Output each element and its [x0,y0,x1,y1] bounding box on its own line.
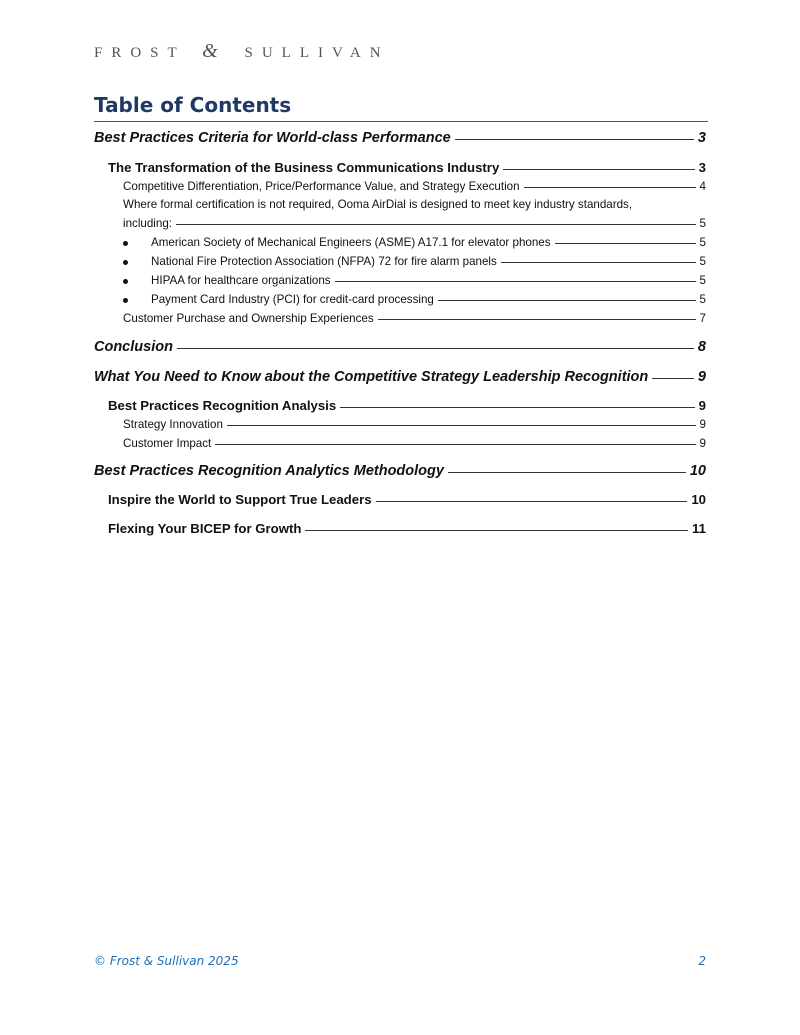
toc-leader [438,300,696,301]
logo-right-word: SULLIVAN [244,45,390,61]
bullet-icon [123,260,128,265]
toc-entry[interactable] [108,398,706,413]
frost-sullivan-logo [94,40,390,63]
toc-page-number: 5 [699,255,706,268]
toc-leader [177,348,694,349]
toc-entry-text: Strategy Innovation [123,418,223,431]
logo-ampersand: & [202,40,218,62]
toc-page-number: 8 [697,339,706,355]
toc-entry-text: Payment Card Industry (PCI) for credit-card processing [151,293,434,306]
toc-entry-text: American Society of Mechanical Engineers (ASME) A17.1 for elevator phones [151,236,551,249]
toc-entry-text-line2: including: [123,217,172,230]
toc-entry-text: Customer Purchase and Ownership Experiences [123,312,374,325]
toc-leader [376,501,688,502]
toc-entry[interactable] [123,437,706,450]
bullet-icon [123,279,128,284]
footer-copyright: © Frost & Sullivan 2025 [94,954,239,968]
toc-entry[interactable] [123,312,706,325]
toc-page-number: 9 [697,369,706,385]
toc-entry-text: What You Need to Know about the Competitive Strategy Leadership Recognition [94,369,649,385]
toc-page-number: 3 [697,130,706,146]
toc-page-number: 9 [699,437,706,450]
toc-leader [378,319,696,320]
toc-leader [448,472,686,473]
toc-entry[interactable] [151,255,706,268]
toc-page-number: 5 [699,236,706,249]
toc-leader [652,378,694,379]
toc-entry[interactable] [123,217,706,230]
toc-entry-text: Best Practices Recognition Analysis [108,398,337,413]
toc-entry[interactable] [94,463,706,479]
toc-entry-text: Best Practices Recognition Analytics Methodology [94,463,444,479]
toc-leader [176,224,696,225]
toc-page-number: 5 [699,217,706,230]
toc-entry-text: Best Practices Criteria for World-class Performance [94,130,451,146]
bullet-icon [123,241,128,246]
toc-entry[interactable] [123,180,706,193]
toc-entry-text: Conclusion [94,339,173,355]
toc-leader [215,444,695,445]
toc-leader [340,407,694,408]
toc-entry[interactable] [151,293,706,306]
toc-entry-text: Inspire the World to Support True Leaders [108,492,372,507]
toc-entry[interactable] [108,521,706,536]
toc-entry-text-line1[interactable]: Where formal certification is not required, Ooma AirDial is designed to meet key industry standards, [123,198,633,211]
toc-leader [455,139,694,140]
toc-entry[interactable] [123,418,706,431]
toc-leader [555,243,696,244]
toc-entry-text: Flexing Your BICEP for Growth [108,521,302,536]
toc-entry[interactable] [108,492,706,507]
toc-leader [227,425,696,426]
toc-leader [335,281,696,282]
toc-entry-text: National Fire Protection Association (NFPA) 72 for fire alarm panels [151,255,497,268]
toc-leader [503,169,694,170]
toc-page-number: 5 [699,293,706,306]
toc-entry[interactable] [94,130,706,146]
logo-left-word: FROST [94,45,186,61]
toc-entry[interactable] [108,160,706,175]
toc-leader [524,187,696,188]
toc-title: Table of Contents [94,93,292,117]
toc-page-number: 11 [692,521,706,536]
toc-page-number: 9 [699,418,706,431]
toc-entry-text: Customer Impact [123,437,212,450]
toc-page-number: 5 [699,274,706,287]
toc-leader [305,530,688,531]
bullet-icon [123,298,128,303]
toc-entry[interactable] [151,274,706,287]
toc-entry[interactable] [94,339,706,355]
toc-page-number: 7 [699,312,706,325]
toc-page-number: 9 [698,398,706,413]
toc-entry-text: The Transformation of the Business Communications Industry [108,160,500,175]
toc-entry-text: Competitive Differentiation, Price/Performance Value, and Strategy Execution [123,180,520,193]
footer-page-number: 2 [698,954,706,968]
toc-page-number: 10 [691,492,706,507]
toc-page-number: 3 [698,160,706,175]
toc-page-number: 4 [699,180,706,193]
toc-page-number: 10 [689,463,706,479]
toc-entry[interactable] [94,369,706,385]
toc-entry[interactable] [151,236,706,249]
toc-leader [501,262,696,263]
toc-entry-text: HIPAA for healthcare organizations [151,274,331,287]
title-divider [94,121,708,122]
